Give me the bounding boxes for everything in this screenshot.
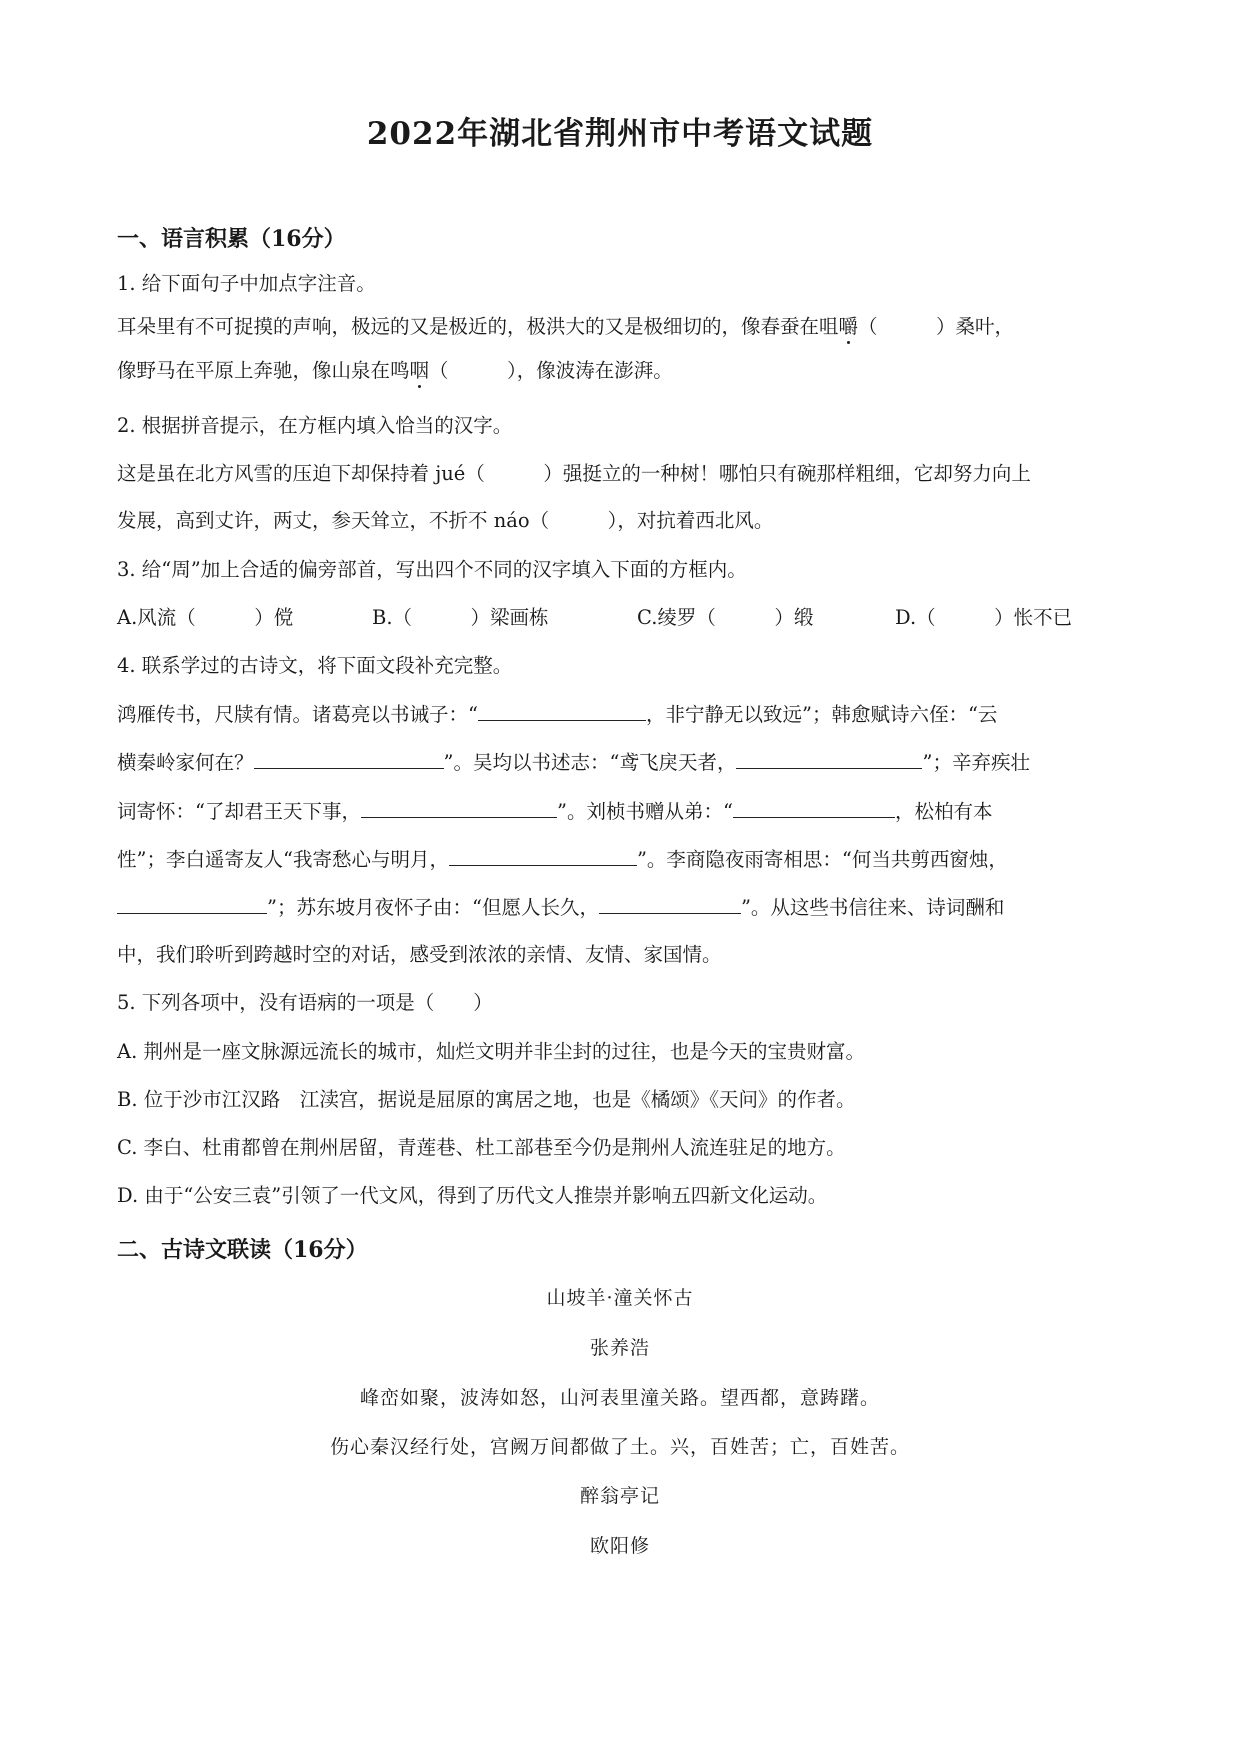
q4-blank-6	[449, 845, 637, 866]
q3-option-d: D.（ ）怅不已	[895, 606, 1073, 629]
section-heading-1: 一、语言积累（16分）	[117, 226, 346, 252]
q1-line-2	[117, 357, 1127, 385]
q4-text-2b: ”。吴均以书述志：“鸢飞戾天者，	[443, 751, 737, 774]
poem-author: 张养浩	[589, 1337, 650, 1359]
q4-blank-8	[599, 893, 741, 914]
essay-title: 醉翁亭记	[579, 1485, 660, 1507]
q4-blank-2	[254, 748, 444, 769]
q1-prompt: 1. 给下面句子中加点字注音。	[117, 272, 376, 295]
q1-text-a: 耳朵里有不可捉摸的声响，极远的又是极近的，极洪大的又是极细切的，像春蚕在咀	[117, 315, 839, 338]
q5-option-c: C. 李白、杜甫都曾在荆州居留，青莲巷、杜工部巷至今仍是荆州人流连驻足的地方。	[117, 1136, 846, 1159]
q4-line-1	[117, 700, 1127, 729]
q4-text-2c: ”；辛弃疾壮	[922, 751, 1030, 774]
q3-option-b: B.（ ）梁画栋	[372, 606, 549, 629]
q1-text-b: （ ）桑叶，	[858, 315, 1015, 338]
q5-prompt: 5. 下列各项中，没有语病的一项是（ ）	[117, 991, 493, 1014]
q1-text-c: 像野马在平原上奔驰，像山泉在鸣	[117, 359, 410, 382]
q4-text-1b: ，非宁静无以致远”；韩愈赋诗六侄：“云	[645, 703, 998, 726]
q4-line-2	[117, 748, 1127, 777]
q2-line-2: 发展，高到丈许，两丈，参天耸立，不折不 náo（ ），对抗着西北风。	[117, 509, 774, 532]
q1-text-d: （ ），像波涛在澎湃。	[429, 359, 673, 382]
q1-line-1	[117, 313, 1127, 341]
q4-line-4	[117, 845, 1127, 874]
q4-prompt: 4. 联系学过的古诗文，将下面文段补充完整。	[117, 654, 513, 677]
q3-option-c: C.绫罗（ ）缎	[637, 606, 814, 629]
q4-text-1a: 鸿雁传书，尺牍有情。诸葛亮以书诫子：“	[117, 703, 478, 726]
q3-prompt: 3. 给“周”加上合适的偏旁部首，写出四个不同的汉字填入下面的方框内。	[117, 558, 747, 581]
poem-title: 山坡羊·潼关怀古	[546, 1287, 694, 1309]
q2-prompt: 2. 根据拼音提示，在方框内填入恰当的汉字。	[117, 414, 513, 437]
q4-text-4a: 性”；李白遥寄友人“我寄愁心与明月，	[117, 848, 449, 871]
essay-author: 欧阳修	[589, 1535, 650, 1557]
q4-text-4b: ”。李商隐夜雨寄相思：“何当共剪西窗烛，	[636, 848, 1008, 871]
poem-line-2: 伤心秦汉经行处，宫阙万间都做了土。兴，百姓苦；亡，百姓苦。	[329, 1436, 910, 1458]
q4-line-6: 中，我们聆听到跨越时空的对话，感受到浓浓的亲情、友情、家国情。	[117, 943, 722, 966]
page-title: 2022年湖北省荆州市中考语文试题	[366, 116, 874, 152]
q5-option-a: A. 荆州是一座文脉源远流长的城市，灿烂文明并非尘封的过往，也是今天的宝贵财富。	[117, 1040, 865, 1063]
q4-blank-3	[736, 748, 922, 769]
dotted-char-yan: 咽	[409, 359, 430, 382]
q4-line-3	[117, 797, 1127, 826]
poem-line-1: 峰峦如聚，波涛如怒，山河表里潼关路。望西都，意踌躇。	[359, 1387, 880, 1409]
q4-text-5b: ”。从这些书信往来、诗词酬和	[740, 896, 1005, 919]
q5-option-b: B. 位于沙市江汉路 江渎宫，据说是屈原的寓居之地，也是《橘颂》《天问》的作者。	[117, 1088, 856, 1111]
q2-line-1: 这是虽在北方风雪的压迫下却保持着 jué（ ）强挺立的一种树！哪怕只有碗那样粗细，它却努力向上	[117, 462, 1031, 485]
q4-line-5	[117, 893, 1127, 922]
q4-blank-1	[478, 700, 646, 721]
q4-text-3b: ”。刘桢书赠从弟：“	[556, 800, 733, 823]
dotted-char-jue: 嚼	[838, 315, 859, 338]
q4-blank-7	[117, 893, 267, 914]
q4-blank-5	[733, 797, 895, 818]
q4-text-3c: ，松柏有本	[894, 800, 993, 823]
q5-option-d: D. 由于“公安三袁”引领了一代文风，得到了历代文人推崇并影响五四新文化运动。	[117, 1184, 828, 1207]
q4-blank-4	[361, 797, 557, 818]
section-heading-2: 二、古诗文联读（16分）	[117, 1237, 368, 1263]
q4-text-5a: ”；苏东坡月夜怀子由：“但愿人长久，	[267, 896, 599, 919]
q4-text-3a: 词寄怀：“了却君王天下事，	[117, 800, 361, 823]
q4-text-2a: 横秦岭家何在？	[117, 751, 254, 774]
q3-option-a: A.风流（ ）傥	[117, 606, 294, 629]
